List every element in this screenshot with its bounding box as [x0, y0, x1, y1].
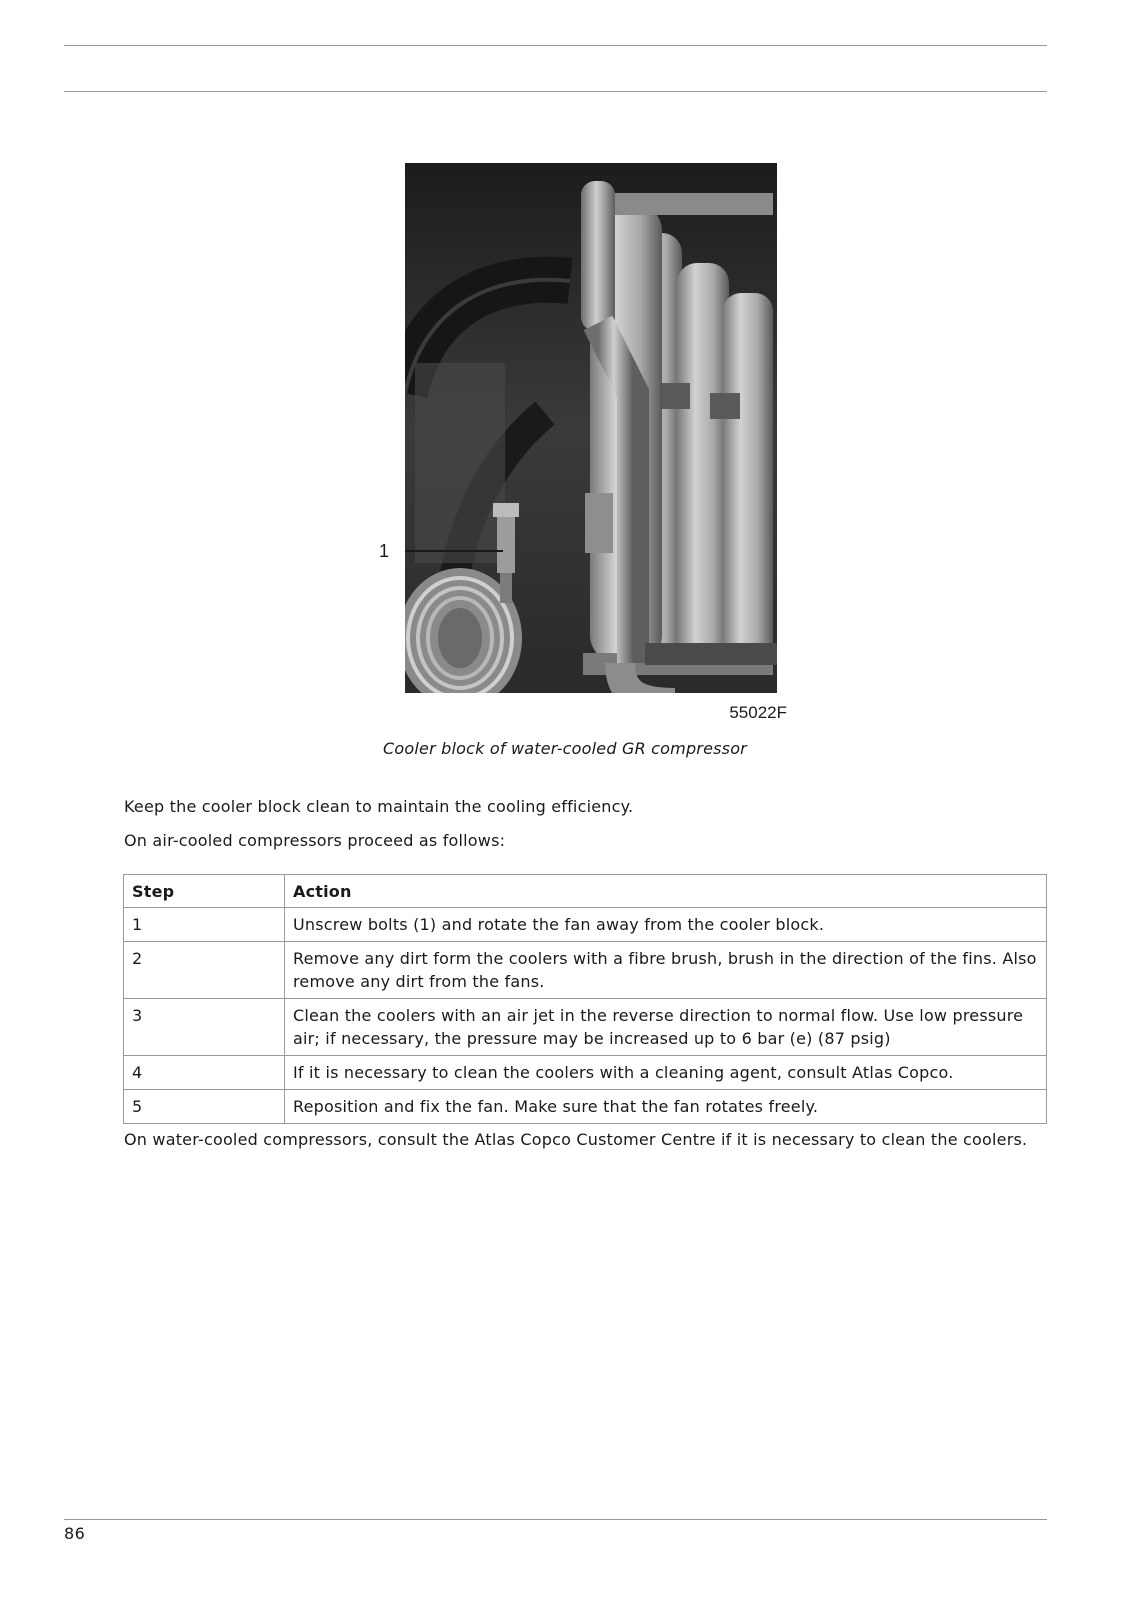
action-cell: Clean the coolers with an air jet in the reverse direction to normal flow. Use low pressure air; if necessary, the pressure may be increased up to 6 bar (e) (87 psig): [285, 999, 1047, 1056]
callout-label-1: 1: [379, 541, 390, 561]
header-rule-top: [64, 45, 1047, 46]
figure-code: 55022F: [729, 703, 787, 722]
cooler-block-photo-drawing: [405, 163, 787, 723]
maintenance-steps-table: [123, 874, 1047, 1124]
footer-rule: [64, 1519, 1047, 1520]
header-rule-bottom: [64, 91, 1047, 92]
intro-paragraph-2: On air-cooled compressors proceed as follows:: [124, 831, 506, 850]
page-number: 86: [64, 1524, 86, 1543]
step-cell: 2: [124, 942, 285, 999]
figure-caption: Cooler block of water-cooled GR compressor: [383, 739, 747, 758]
intro-paragraph-1: Keep the cooler block clean to maintain the cooling efficiency.: [124, 797, 634, 816]
action-cell: Unscrew bolts (1) and rotate the fan away from the cooler block.: [285, 908, 1047, 942]
table-row: [124, 1056, 1047, 1090]
table-row: [124, 908, 1047, 942]
table-row: [124, 999, 1047, 1056]
action-cell: Remove any dirt form the coolers with a fibre brush, brush in the direction of the fins. Also remove any dirt from the fans.: [285, 942, 1047, 999]
step-column-header: Step: [124, 875, 285, 908]
table-header-row: [124, 875, 1047, 908]
step-cell: 3: [124, 999, 285, 1056]
cooler-block-photo: [379, 163, 787, 723]
step-cell: 1: [124, 908, 285, 942]
step-cell: 5: [124, 1090, 285, 1124]
action-column-header: Action: [285, 875, 1047, 908]
outro-paragraph: On water-cooled compressors, consult the Atlas Copco Customer Centre if it is necessary to clean the coolers.: [124, 1130, 1028, 1149]
table-row: [124, 942, 1047, 999]
action-cell: If it is necessary to clean the coolers with a cleaning agent, consult Atlas Copco.: [285, 1056, 1047, 1090]
table-row: [124, 1090, 1047, 1124]
step-cell: 4: [124, 1056, 285, 1090]
action-cell: Reposition and fix the fan. Make sure that the fan rotates freely.: [285, 1090, 1047, 1124]
